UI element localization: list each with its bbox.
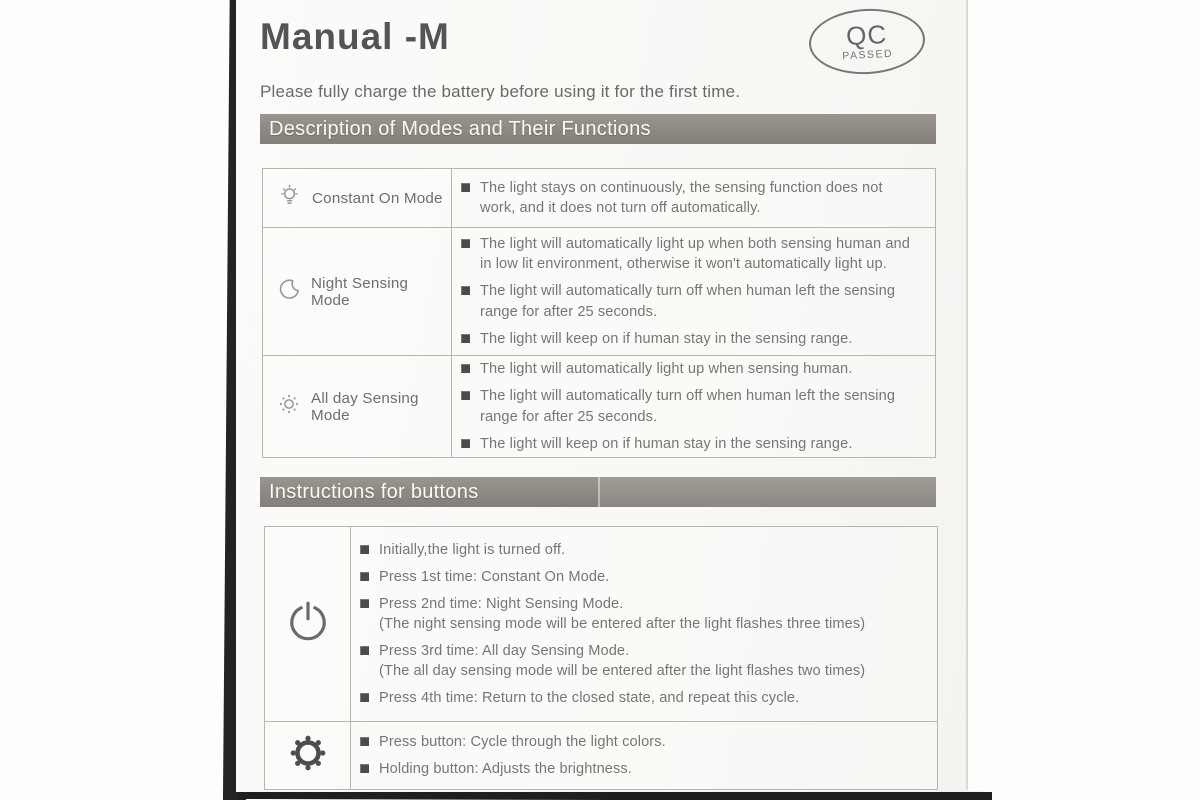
bullet-text: Press button: Cycle through the light colors. xyxy=(379,734,666,750)
button-icon-cell xyxy=(265,527,351,721)
mode-label: All day Sensing Mode xyxy=(311,389,419,424)
bullet-square-icon xyxy=(360,545,369,554)
bullet-square-icon xyxy=(360,599,369,608)
mode-label-cell xyxy=(263,169,452,227)
bullet-square-icon xyxy=(461,334,470,343)
list-item xyxy=(360,759,923,779)
gear-icon xyxy=(287,732,329,779)
list-item xyxy=(461,178,921,218)
bullet-text: The light will automatically turn off when human left the sensing range for after 25 seconds. xyxy=(480,283,896,320)
mode-description-cell xyxy=(452,169,935,227)
list-item xyxy=(461,329,921,349)
table-row xyxy=(263,356,935,457)
sun-icon xyxy=(276,391,302,422)
button-icon-cell xyxy=(265,722,351,789)
bullet-text: Press 4th time: Return to the closed state, and repeat this cycle. xyxy=(379,690,800,707)
button-description-cell xyxy=(351,722,937,789)
button-description-cell xyxy=(351,527,937,721)
bullet-text: The light will keep on if human stay in the sensing range. xyxy=(480,330,853,347)
bullet-square-icon xyxy=(461,286,470,295)
intro-note: Please fully charge the battery before using it for the first time. xyxy=(260,82,741,101)
list-item xyxy=(461,359,921,379)
bullet-text: The light will keep on if human stay in the sensing range. xyxy=(480,435,853,452)
bullet-text: Press 1st time: Constant On Mode. xyxy=(379,568,610,585)
list-item xyxy=(360,688,923,708)
power-icon xyxy=(284,598,332,651)
bullet-text: The light will automatically light up when sensing human. xyxy=(480,361,853,378)
section-header-buttons xyxy=(260,477,936,507)
list-item xyxy=(461,281,921,321)
mode-description-cell xyxy=(452,228,935,355)
table-row xyxy=(265,722,937,789)
modes-table xyxy=(262,168,936,458)
bullet-square-icon xyxy=(360,572,369,581)
bullet-square-icon xyxy=(461,239,470,248)
bullet-text: Holding button: Adjusts the brightness. xyxy=(379,761,632,778)
bullet-square-icon xyxy=(461,183,470,192)
bullet-square-icon xyxy=(461,439,470,448)
mode-label-cell xyxy=(263,228,452,355)
mode-label: Night Sensing Mode xyxy=(311,274,409,309)
bullet-text-with-note xyxy=(379,594,865,634)
bullet-text: Initially,the light is turned off. xyxy=(379,541,566,558)
qc-passed-text: PASSED xyxy=(842,47,894,63)
bullet-square-icon xyxy=(360,646,369,655)
bullet-text: The light stays on continuously, the sensing function does not work, and it does not turn off automatically. xyxy=(480,179,883,216)
list-item xyxy=(360,567,923,587)
list-item xyxy=(461,234,921,274)
buttons-table xyxy=(264,526,938,790)
section-header-modes: Description of Modes and Their Functions xyxy=(260,114,936,144)
section-header-label: Instructions for buttons xyxy=(269,481,479,503)
bullet-square-icon xyxy=(461,364,470,373)
list-item xyxy=(360,641,923,681)
header-bar-light-segment xyxy=(600,477,936,507)
table-row xyxy=(265,527,937,722)
bullet-text-with-note xyxy=(379,641,865,681)
list-item xyxy=(360,594,923,634)
qc-stamp-text: QC xyxy=(845,18,888,52)
mode-label-cell xyxy=(263,356,452,457)
bullet-text: The light will automatically light up when both sensing human and in low lit environment, otherwise it won't automatically light up. xyxy=(480,236,910,273)
table-row xyxy=(263,228,935,356)
bullet-note: (The all day sensing mode will be entered after the light flashes two times) xyxy=(379,663,866,680)
page-title: Manual -M xyxy=(260,16,450,57)
bullet-square-icon xyxy=(461,391,470,400)
mode-description-cell xyxy=(452,356,935,457)
bullet-square-icon xyxy=(360,737,369,746)
bullet-square-icon xyxy=(360,764,369,773)
bullet-note: (The night sensing mode will be entered after the light flashes three times) xyxy=(379,616,866,633)
bullet-text: Press 2nd time: Night Sensing Mode. xyxy=(379,595,624,612)
paper-right-edge xyxy=(966,0,968,790)
list-item xyxy=(461,386,921,426)
list-item xyxy=(360,540,923,560)
list-item xyxy=(360,732,923,752)
list-item xyxy=(461,434,921,454)
table-row xyxy=(263,169,935,228)
bullet-text: The light will automatically turn off when human left the sensing range for after 25 seconds. xyxy=(480,388,896,425)
bulb-icon xyxy=(276,182,303,214)
mode-label: Constant On Mode xyxy=(312,189,443,207)
bullet-square-icon xyxy=(360,693,369,702)
moon-icon xyxy=(276,276,302,307)
bullet-text: Press 3rd time: All day Sensing Mode. xyxy=(379,643,630,660)
